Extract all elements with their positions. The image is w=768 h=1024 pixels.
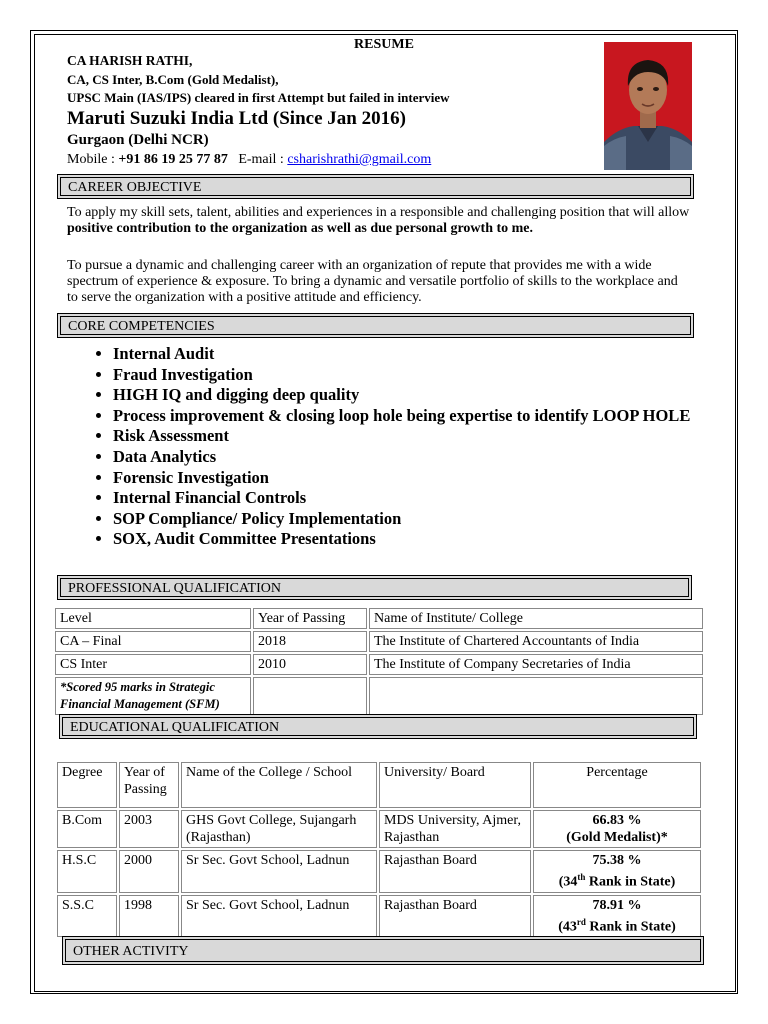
upsc-note: UPSC Main (IAS/IPS) cleared in first Attempt but failed in interview — [67, 90, 450, 105]
table-row — [57, 895, 701, 938]
column-header: University/ Board — [379, 762, 531, 808]
professional-qualification-table — [53, 606, 705, 717]
other-activity-heading: OTHER ACTIVITY — [62, 936, 704, 965]
table-cell — [253, 677, 367, 715]
career-objective-heading: CAREER OBJECTIVE — [57, 174, 694, 199]
educational-qualification-heading: EDUCATIONAL QUALIFICATION — [59, 714, 697, 739]
table-cell: S.S.C — [57, 895, 117, 938]
location: Gurgaon (Delhi NCR) — [67, 132, 209, 148]
table-row — [57, 810, 701, 848]
list-item: • Risk Assessment — [113, 426, 713, 447]
email-label: E-mail : — [238, 152, 288, 167]
rank-note: (43rd Rank in State) — [558, 916, 676, 935]
mobile-number: +91 86 19 25 77 87 — [118, 152, 228, 167]
table-cell: H.S.C — [57, 850, 117, 893]
candidate-name: CA HARISH RATHI, — [67, 53, 193, 68]
resume-title: RESUME — [354, 37, 414, 52]
professional-qualification-heading: PROFESSIONAL QUALIFICATION — [57, 575, 692, 600]
table-cell: Rajasthan Board — [379, 895, 531, 938]
table-header-row — [57, 762, 701, 808]
mobile-label: Mobile : — [67, 152, 119, 167]
current-company: Maruti Suzuki India Ltd (Since Jan 2016) — [67, 108, 406, 129]
contact-line — [67, 152, 431, 168]
table-cell: 2018 — [253, 631, 367, 652]
table-cell — [369, 677, 703, 715]
percentage-value: 75.38 % — [592, 853, 642, 868]
table-cell: The Institute of Company Secretaries of India — [369, 654, 703, 675]
column-header: Year of Passing — [119, 762, 179, 808]
sfm-note: *Scored 95 marks in Strategic Financial Management (SFM) — [55, 677, 251, 715]
table-cell: 2010 — [253, 654, 367, 675]
list-item: • Internal Audit — [113, 344, 713, 365]
percentage-value: 66.83 % — [592, 813, 642, 828]
table-cell: The Institute of Chartered Accountants of India — [369, 631, 703, 652]
table-cell: Sr Sec. Govt School, Ladnun — [181, 895, 377, 938]
list-item: • Fraud Investigation — [113, 365, 713, 386]
list-item: • Internal Financial Controls — [113, 488, 713, 509]
educational-qualification-table — [55, 760, 703, 939]
column-header: Percentage — [533, 762, 701, 808]
profile-photo — [604, 42, 692, 170]
column-header: Year of Passing — [253, 608, 367, 629]
list-item: • Process improvement & closing loop hole being expertise to identify LOOP HOLE — [113, 406, 713, 427]
table-cell: GHS Govt College, Sujangarh (Rajasthan) — [181, 810, 377, 848]
table-cell: MDS University, Ajmer, Rajasthan — [379, 810, 531, 848]
table-cell: CS Inter — [55, 654, 251, 675]
column-header: Degree — [57, 762, 117, 808]
list-item: • SOP Compliance/ Policy Implementation — [113, 509, 713, 530]
percentage-cell — [533, 895, 701, 938]
percentage-cell — [533, 850, 701, 893]
career-objective-para-2: To pursue a dynamic and challenging career with an organization of repute that provides me with a wide spectrum of experience & exposure. To bring a dynamic and versatile portfolio of skills to the workplace and to serve the organization with a positive attitude and efficiency. — [67, 258, 678, 305]
list-item: • Data Analytics — [113, 447, 713, 468]
percentage-cell — [533, 810, 701, 848]
credentials: CA, CS Inter, B.Com (Gold Medalist), — [67, 72, 279, 87]
table-cell: 2003 — [119, 810, 179, 848]
column-header: Level — [55, 608, 251, 629]
table-row — [55, 631, 703, 652]
competency-list — [86, 344, 713, 550]
column-header: Name of Institute/ College — [369, 608, 703, 629]
table-cell: 1998 — [119, 895, 179, 938]
list-item: • Forensic Investigation — [113, 468, 713, 489]
table-header-row — [55, 608, 703, 629]
core-competencies-heading: CORE COMPETENCIES — [57, 313, 694, 338]
table-cell: 2000 — [119, 850, 179, 893]
table-row — [57, 850, 701, 893]
gold-medalist-note: (Gold Medalist)* — [566, 830, 668, 845]
table-cell: Sr Sec. Govt School, Ladnun — [181, 850, 377, 893]
table-cell: CA – Final — [55, 631, 251, 652]
list-item: • SOX, Audit Committee Presentations — [113, 529, 713, 550]
percentage-value: 78.91 % — [592, 897, 642, 913]
table-row — [55, 677, 703, 715]
table-cell: Rajasthan Board — [379, 850, 531, 893]
list-item: • HIGH IQ and digging deep quality — [113, 385, 713, 406]
email-link[interactable]: csharishrathi@gmail.com — [287, 152, 432, 167]
rank-note: (34th Rank in State) — [558, 872, 676, 890]
column-header: Name of the College / School — [181, 762, 377, 808]
table-cell: B.Com — [57, 810, 117, 848]
table-row — [55, 654, 703, 675]
career-objective-para-1: To apply my skill sets, talent, abilities and experiences in a responsible and challenging position that will allow positive contribution to the organization as well as due personal growth to me. — [67, 205, 690, 236]
